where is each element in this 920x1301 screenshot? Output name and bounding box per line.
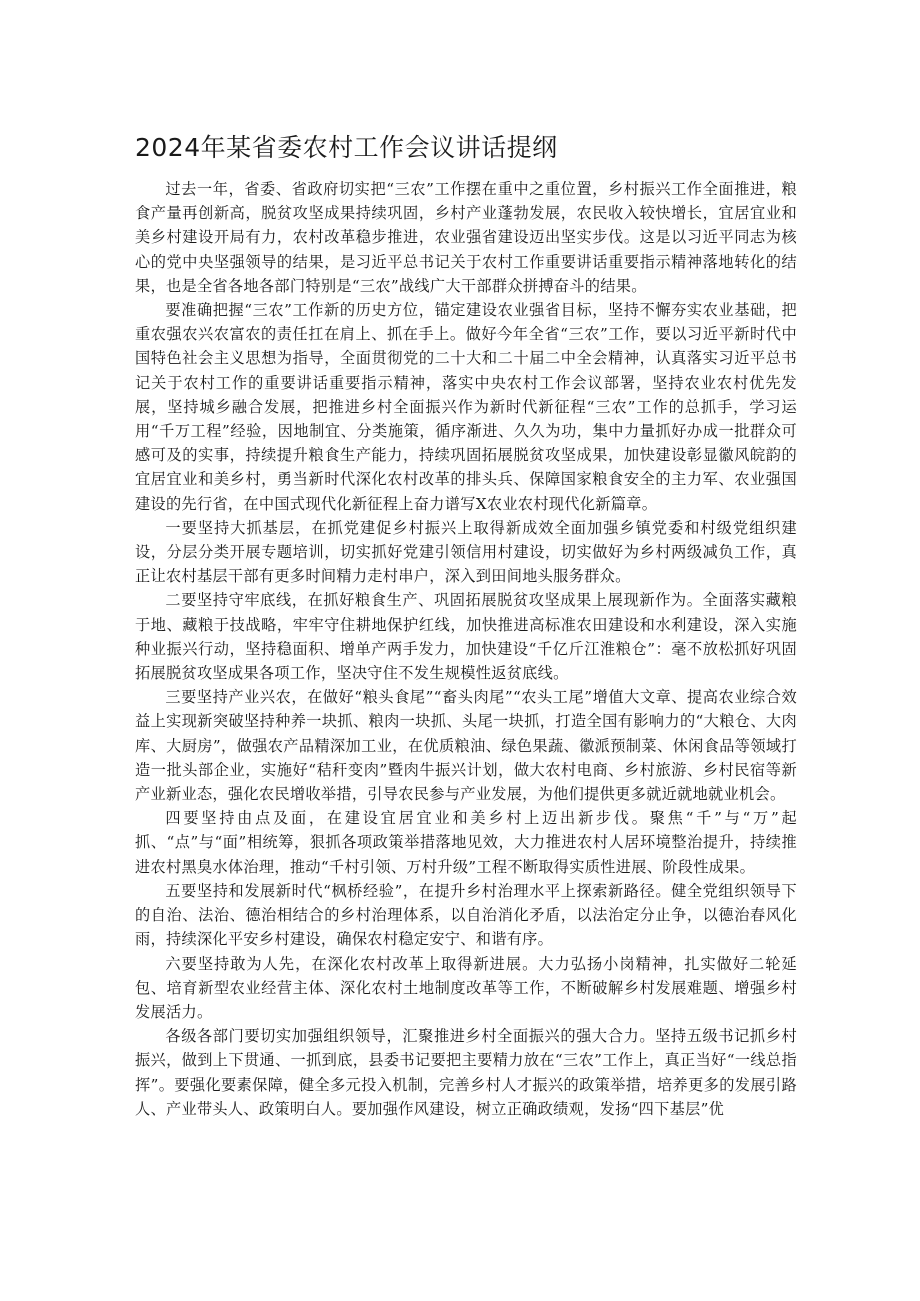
document-body — [135, 177, 797, 1121]
document-title: 2024年某省委农村工作会议讲话提纲 — [135, 133, 558, 162]
paragraph: 要准确把握“三农”工作新的历史方位，锚定建设农业强省目标，坚持不懈夯实农业基础，把重农强农兴农富农的责任扛在肩上、抓在手上。做好今年全省“三农”工作，要以习近平新时代中国特色社会主义思想为指导，全面贯彻党的二十大和二十届二中全会精神，认真落实习近平总书记关于农村工作的重要讲话重要指示精神，落实中央农村工作会议部署，坚持农业农村优先发展，坚持城乡融合发展，把推进乡村全面振兴作为新时代新征程“三农”工作的总抓手，学习运用“千万工程”经验，因地制宜、分类施策，循序渐进、久久为功，集中力量抓好办成一批群众可感可及的实事，持续提升粮食生产能力，持续巩固拓展脱贫攻坚成果，加快建设彰显徽风皖韵的宜居宜业和美乡村，勇当新时代深化农村改革的排头兵、保障国家粮食安全的主力军、农业强国建设的先行省，在中国式现代化新征程上奋力谱写X农业农村现代化新篇章。 — [135, 301, 797, 513]
paragraph: 各级各部门要切实加强组织领导，汇聚推进乡村全面振兴的强大合力。坚持五级书记抓乡村振兴，做到上下贯通、一抓到底，县委书记要把主要精力放在“三农”工作上，真正当好“一线总指挥”。要强化要素保障，健全多元投入机制，完善乡村人才振兴的政策举措，培养更多的发展引路人、产业带头人、政策明白人。要加强作风建设，树立正确政绩观，发扬“四下基层”优 — [135, 1027, 797, 1118]
paragraph: 六要坚持敢为人先，在深化农村改革上取得新进展。大力弘扬小岗精神，扎实做好二轮延包、培育新型农业经营主体、深化农村土地制度改革等工作，不断破解乡村发展难题、增强乡村发展活力。 — [135, 954, 797, 1021]
paragraph: 二要坚持守牢底线，在抓好粮食生产、巩固拓展脱贫攻坚成果上展现新作为。全面落实藏粮于地、藏粮于技战略，牢牢守住耕地保护红线，加快推进高标准农田建设和水利建设，深入实施种业振兴行动，坚持稳面积、增单产两手发力，加快建设“千亿斤江淮粮仓”：毫不放松抓好巩固拓展脱贫攻坚成果各项工作，坚决守住不发生规模性返贫底线。 — [135, 591, 797, 683]
paragraph: 一要坚持大抓基层，在抓党建促乡村振兴上取得新成效全面加强乡镇党委和村级党组织建设，分层分类开展专题培训，切实抓好党建引领信用村建设，切实做好为乡村两级减负工作，真正让农村基层干部有更多时间精力走村串户，深入到田间地头服务群众。 — [135, 518, 797, 586]
paragraph: 五要坚持和发展新时代“枫桥经验”，在提升乡村治理水平上探索新路径。健全党组织领导下的自治、法治、德治相结合的乡村治理体系，以自治消化矛盾，以法治定分止争，以德治春风化雨，持续深化平安乡村建设，确保农村稳定安宁、和谐有序。 — [135, 881, 797, 949]
paragraph: 三要坚持产业兴农，在做好“粮头食尾”“畜头肉尾”“农头工尾”增值大文章、提高农业综合效益上实现新突破坚持种养一块抓、粮肉一块抓、头尾一块抓，打造全国有影响力的“大粮仓、大肉库、大厨房”，做强农产品精深加工业，在优质粮油、绿色果蔬、徽派预制菜、休闲食品等领域打造一批头部企业，实施好“秸秆变肉”暨肉牛振兴计划，做大农村电商、乡村旅游、乡村民宿等新产业新业态，强化农民增收举措，引导农民参与产业发展，为他们提供更多就近就地就业机会。 — [135, 688, 797, 804]
paragraph: 过去一年，省委、省政府切实把“三农”工作摆在重中之重位置，乡村振兴工作全面推进，粮食产量再创新高，脱贫攻坚成果持续巩固，乡村产业蓬勃发展，农民收入较快增长，宜居宜业和美乡村建设开局有力，农村改革稳步推进，农业强省建设迈出坚实步伐。这是以习近平同志为核心的党中央坚强领导的结果，是习近平总书记关于农村工作重要讲话重要指示精神落地转化的结果，也是全省各地各部门特别是“三农”战线广大干部群众拼搏奋斗的结果。 — [135, 180, 797, 295]
paragraph: 四要坚持由点及面，在建设宜居宜业和美乡村上迈出新步伐。聚焦“千”与“万”起抓、“点”与“面”相统筹，狠抓各项政策举措落地见效，大力推进农村人居环境整治提升，持续推进农村黑臭水体治理，推动“千村引领、万村升级”工程不断取得实质性进展、阶段性成果。 — [135, 809, 797, 876]
